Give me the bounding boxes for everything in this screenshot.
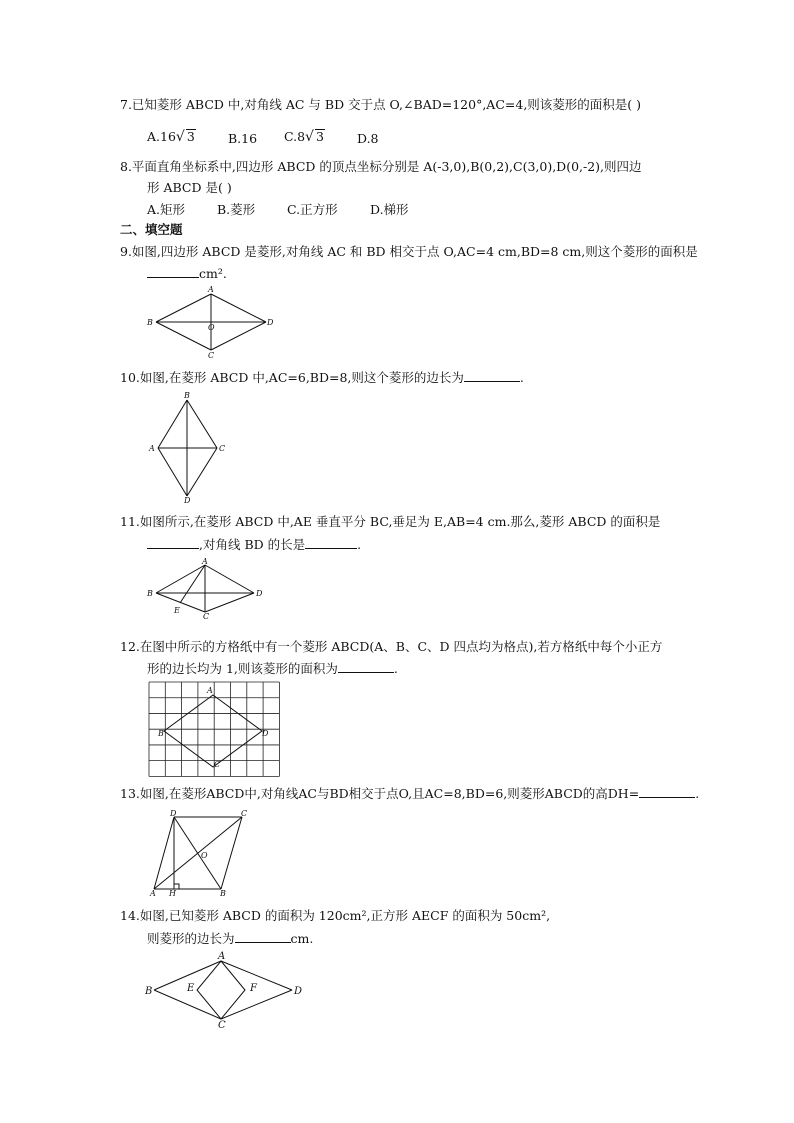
q14-label-f: F bbox=[250, 983, 257, 994]
q12-rhombus bbox=[164, 695, 262, 767]
q10-label-d: D bbox=[184, 496, 191, 505]
q8-option-a: A.矩形 bbox=[147, 202, 186, 217]
q13-label-b: B bbox=[220, 889, 226, 898]
q8-line2: 形 ABCD 是( ) bbox=[147, 180, 232, 195]
q11-line2: ,对角线 BD 的长是 . bbox=[147, 536, 361, 553]
q14-square-aecf bbox=[197, 961, 245, 1019]
q10-edge-cd bbox=[187, 448, 217, 496]
q11-label-b: B bbox=[147, 589, 153, 598]
q14-figure bbox=[145, 948, 307, 1030]
q12-answer-blank[interactable] bbox=[338, 660, 394, 673]
q14-label-d: D bbox=[294, 986, 303, 997]
q9-edge-ba bbox=[156, 294, 211, 322]
q10-figure bbox=[148, 391, 233, 505]
q12-label-c: C bbox=[214, 760, 221, 769]
q10-label-c: C bbox=[219, 444, 226, 453]
q11-label-c: C bbox=[203, 612, 210, 621]
q10-edge-da bbox=[158, 448, 187, 496]
q7-text: 7.已知菱形 ABCD 中,对角线 AC 与 BD 交于点 O,∠BAD=120°,AC=4,则该菱形的面积是( ) bbox=[120, 97, 642, 112]
q14-label-e: E bbox=[187, 983, 195, 994]
q8-option-b: B.菱形 bbox=[217, 202, 256, 217]
q13-label-c: C bbox=[241, 809, 248, 818]
q14-label-c: C bbox=[218, 1020, 226, 1031]
q11-edge-ba bbox=[156, 565, 205, 593]
q9-line1: 9.如图,四边形 ABCD 是菱形,对角线 AC 和 BD 相交于点 O,AC=4 cm,BD=8 cm,则这个菱形的面积是 bbox=[120, 244, 698, 259]
q13-label-d: D bbox=[170, 809, 177, 818]
q8-option-c: C.正方形 bbox=[287, 202, 338, 217]
q7-option-d: D.8 bbox=[357, 131, 379, 146]
q9-label-o: O bbox=[208, 323, 215, 332]
q9-label-a: A bbox=[208, 285, 214, 294]
q10-answer-blank[interactable] bbox=[464, 369, 520, 382]
q12-line1: 12.在图中所示的方格纸中有一个菱形 ABCD(A、B、C、D 四点均为格点),若方格纸中每个小正方 bbox=[120, 639, 663, 654]
q14-line1: 14.如图,已知菱形 ABCD 的面积为 120cm²,正方形 AECF 的面积为 50cm², bbox=[120, 908, 551, 923]
q14-label-a: A bbox=[218, 951, 226, 962]
q10-label-a: A bbox=[149, 444, 155, 453]
q12-label-d: D bbox=[262, 729, 269, 738]
q13-label-h: H bbox=[169, 889, 176, 898]
q11-line1: 11.如图所示,在菱形 ABCD 中,AE 垂直平分 BC,垂足为 E,AB=4 cm.那么,菱形 ABCD 的面积是 bbox=[120, 514, 661, 529]
q11-segment-ae bbox=[180, 565, 205, 603]
q13-text: 13.如图,在菱形ABCD中,对角线AC与BD相交于点O,且AC=8,BD=6,则菱形ABCD的高DH= . bbox=[120, 786, 700, 801]
q14-label-b: B bbox=[145, 986, 153, 997]
q8-line1: 8.平面直角坐标系中,四边形 ABCD 的顶点坐标分别是 A(-3,0),B(0,2),C(3,0),D(0,-2),则四边 bbox=[120, 159, 642, 174]
q13-label-a: A bbox=[150, 889, 156, 898]
q13-figure bbox=[145, 808, 260, 898]
q13-edge-ad bbox=[154, 817, 174, 889]
q12-label-a: A bbox=[207, 686, 213, 695]
q14-edge-cb bbox=[154, 990, 221, 1019]
q10-text: 10.如图,在菱形 ABCD 中,AC=6,BD=8,则这个菱形的边长为 . bbox=[120, 370, 524, 385]
q9-edge-ad bbox=[211, 294, 266, 322]
q12-label-b: B bbox=[158, 729, 164, 738]
q10-edge-bc bbox=[187, 400, 217, 448]
q9-label-b: B bbox=[147, 318, 153, 327]
q11-label-a: A bbox=[202, 557, 208, 566]
q9-line2: cm². bbox=[147, 265, 227, 282]
q11-edge-ad bbox=[205, 565, 254, 593]
q9-label-c: C bbox=[208, 351, 215, 360]
q9-figure bbox=[145, 285, 275, 360]
q9-edge-dc bbox=[211, 322, 266, 350]
q11-label-e: E bbox=[174, 606, 180, 615]
q7-option-a: A.16√ 3 bbox=[147, 129, 195, 145]
q9-answer-blank[interactable] bbox=[147, 265, 199, 278]
q11-label-d: D bbox=[256, 589, 263, 598]
q13-answer-blank[interactable] bbox=[639, 785, 695, 798]
q13-diagonal-bd bbox=[174, 817, 221, 889]
q12-line2: 形的边长均为 1,则该菱形的面积为 . bbox=[147, 661, 398, 676]
q7-option-c: C.8√ 3 bbox=[284, 129, 324, 145]
q14-line2: 则菱形的边长为 cm. bbox=[147, 931, 314, 946]
q13-label-o: O bbox=[201, 851, 208, 860]
q12-grid-figure bbox=[148, 681, 279, 778]
q9-edge-cb bbox=[156, 322, 211, 350]
q11-answer-blank-area[interactable] bbox=[147, 536, 199, 549]
q11-edge-dc bbox=[205, 593, 254, 612]
q14-answer-blank[interactable] bbox=[235, 930, 291, 943]
q7-option-b: B.16 bbox=[228, 131, 258, 146]
q11-answer-blank-bd[interactable] bbox=[305, 536, 357, 549]
q13-edge-cb bbox=[221, 817, 242, 889]
q8-option-d: D.梯形 bbox=[370, 202, 409, 217]
section-heading-fill-in: 二、填空题 bbox=[120, 222, 183, 237]
q14-edge-dc bbox=[221, 990, 292, 1019]
q11-figure bbox=[145, 557, 270, 619]
q9-label-d: D bbox=[267, 318, 274, 327]
q10-label-b: B bbox=[184, 391, 190, 400]
q10-edge-ab bbox=[158, 400, 187, 448]
